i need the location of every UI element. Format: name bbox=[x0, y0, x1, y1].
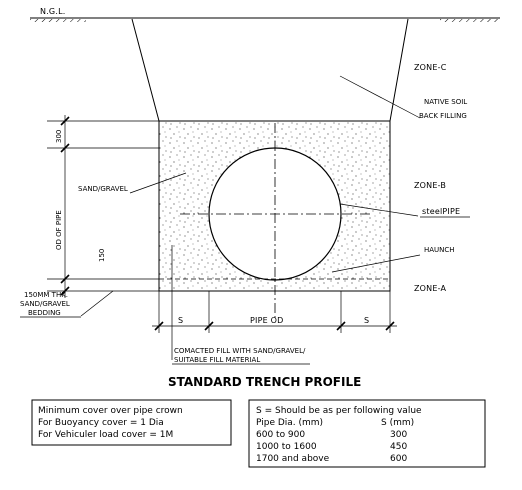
steel-pipe-label: steelPIPE bbox=[422, 207, 461, 216]
ground-hatch-right bbox=[440, 19, 500, 22]
fill-line1: COMACTED FILL WITH SAND/GRAVEL/ bbox=[174, 347, 306, 355]
s-table-row-dia: 1700 and above bbox=[256, 454, 330, 464]
s-table-row-dia: 600 to 900 bbox=[256, 430, 306, 440]
s-table-col2-header: S (mm) bbox=[381, 418, 415, 428]
bedding-line1: 150MM THK. bbox=[24, 291, 69, 299]
s-table-heading: S = Should be as per following value bbox=[256, 406, 422, 416]
zone-b-label: ZONE-B bbox=[414, 181, 447, 190]
dim-s-right-label: S bbox=[364, 316, 370, 325]
s-table-row-dia: 1000 to 1600 bbox=[256, 442, 317, 452]
bedding-line3: BEDDING bbox=[28, 309, 61, 317]
fill-line2: SUITABLE FILL MATERIAL bbox=[174, 356, 261, 364]
s-table-row-s: 450 bbox=[390, 442, 408, 452]
cover-note-line3: For Vehiculer load cover = 1M bbox=[38, 430, 174, 440]
dim-150-label: 150 bbox=[98, 248, 106, 262]
ground-hatch-left bbox=[30, 19, 86, 22]
cover-note-line2: For Buoyancy cover = 1 Dia bbox=[38, 418, 164, 428]
dim-300-label: 300 bbox=[55, 129, 63, 143]
s-table-row-s: 600 bbox=[390, 454, 408, 464]
native-soil-leader bbox=[340, 76, 420, 118]
sand-gravel-label: SAND/GRAVEL bbox=[78, 185, 128, 193]
ngl-label: N.G.L. bbox=[40, 7, 66, 16]
dim-s-left-label: S bbox=[178, 316, 184, 325]
trench-wall-left bbox=[132, 19, 159, 121]
drawing-title: STANDARD TRENCH PROFILE bbox=[168, 375, 362, 389]
cover-note-line1: Minimum cover over pipe crown bbox=[38, 406, 183, 416]
zone-a-label: ZONE-A bbox=[414, 284, 447, 293]
trench-wall-right bbox=[390, 19, 408, 121]
s-table-col1-header: Pipe Dia. (mm) bbox=[256, 418, 324, 428]
native-soil-line1: NATIVE SOIL bbox=[424, 98, 468, 106]
dim-od-of-pipe-label: OD OF PIPE bbox=[55, 210, 63, 250]
zone-c-label: ZONE-C bbox=[414, 63, 447, 72]
s-table-row-s: 300 bbox=[390, 430, 408, 440]
haunch-label: HAUNCH bbox=[424, 246, 455, 254]
bedding-leader bbox=[81, 291, 113, 316]
native-soil-line2: BACK FILLING bbox=[419, 112, 467, 120]
bedding-line2: SAND/GRAVEL bbox=[20, 300, 70, 308]
dim-pipe-od-label: PIPE OD bbox=[250, 316, 284, 325]
